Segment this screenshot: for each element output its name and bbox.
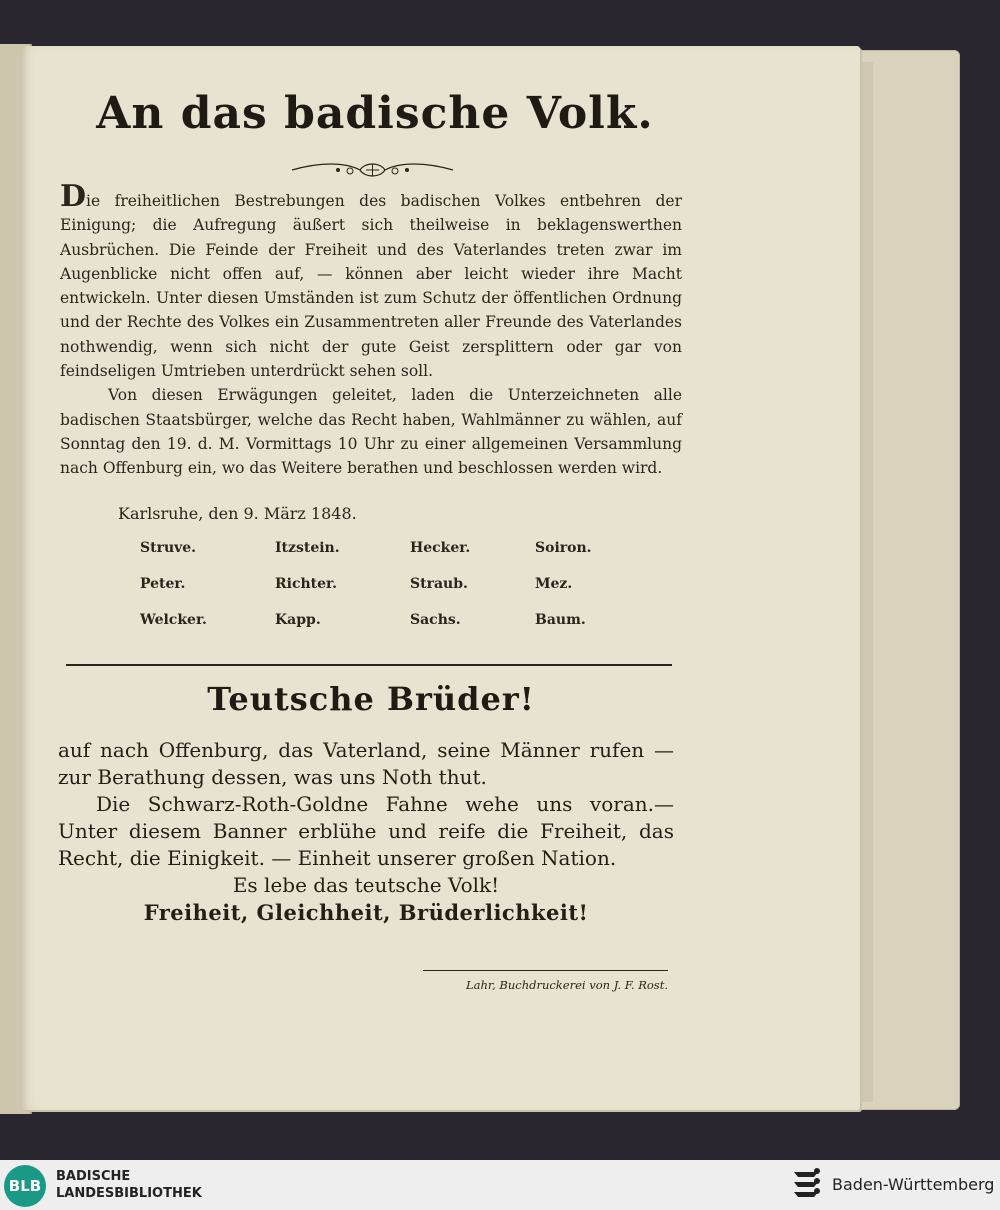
body-paragraph-1: Die freiheitlichen Bestrebungen des badischen Volkes entbehren der Einigung; die Aufregung äußert sich theilweise in beklagenswerthen Ausbrüchen. Die Feinde der Freiheit und des Vaterlandes treten zwar im Augenblicke nicht offen auf, — können aber leicht wieder ihre Macht entwickeln. Unter diesen Umständen ist zum Schutz der öffentlichen Ordnung und der Rechte des Volkes ein Zusammentreten aller Freunde des Vaterlandes nothwendig, wenn sich nicht der gute Geist zersplittern oder gar von feindseligen Umtrieben unterdrückt sehen soll. — [60, 179, 682, 381]
appeal-motto: Freiheit, Gleichheit, Brüderlichkeit! — [143, 900, 589, 925]
signatory-name: Straub. — [410, 576, 468, 592]
appeal-cheer: Es lebe das teutsche Volk! — [232, 873, 500, 897]
appeal-body — [58, 737, 674, 926]
signatory-name: Mez. — [535, 576, 573, 592]
library-name-line1: BADISCHE — [56, 1169, 131, 1184]
library-name-line2: LANDESBIBLIOTHEK — [56, 1186, 202, 1201]
signatory-name: Peter. — [140, 576, 186, 592]
state-name[interactable]: Baden-Württemberg — [832, 1175, 995, 1194]
blb-logo-icon[interactable]: BLB — [4, 1165, 46, 1207]
signatory-name: Welcker. — [140, 612, 207, 628]
signatory-name: Hecker. — [410, 540, 471, 556]
footer-bar — [0, 1160, 1000, 1210]
section-divider — [66, 664, 672, 666]
signatory-name: Itzstein. — [275, 540, 340, 556]
signatory-name: Soiron. — [535, 540, 592, 556]
printer-imprint: Lahr, Buchdruckerei von J. F. Rost. — [465, 978, 668, 992]
signatory-name: Struve. — [140, 540, 197, 556]
baden-wuerttemberg-lions-icon — [790, 1166, 822, 1204]
printer-divider — [423, 970, 668, 971]
signatory-name: Richter. — [275, 576, 337, 592]
document-body — [60, 179, 682, 481]
signatory-name: Sachs. — [410, 612, 461, 628]
library-name[interactable] — [56, 1168, 202, 1202]
appeal-paragraph-1: auf nach Offenburg, das Vaterland, seine Männer rufen — zur Berathung dessen, was uns Noth thut. — [58, 738, 674, 789]
ornament-divider-icon — [290, 158, 455, 182]
document-title: An das badische Volk. — [96, 88, 654, 139]
signatory-name: Kapp. — [275, 612, 321, 628]
dateline: Karlsruhe, den 9. März 1848. — [118, 504, 357, 523]
signatory-name: Baum. — [535, 612, 586, 628]
signatories — [140, 540, 620, 628]
appeal-paragraph-2: Die Schwarz-Roth-Goldne Fahne wehe uns voran.— Unter diesem Banner erblühe und reife die Freiheit, das Recht, die Einigkeit. — Einheit unserer großen Nation. — [58, 792, 674, 870]
body-paragraph-2: Von diesen Erwägungen geleitet, laden die Unterzeichneten alle badischen Staatsbürger, welche das Recht haben, Wahlmänner zu wählen, auf Sonntag den 19. d. M. Vormittags 10 Uhr zu einer allgemeinen Versammlung nach Offenburg ein, wo das Weitere berathen und beschlossen werden wird. — [60, 386, 682, 478]
drop-cap: D — [60, 179, 87, 214]
appeal-title: Teutsche Brüder! — [207, 680, 535, 718]
